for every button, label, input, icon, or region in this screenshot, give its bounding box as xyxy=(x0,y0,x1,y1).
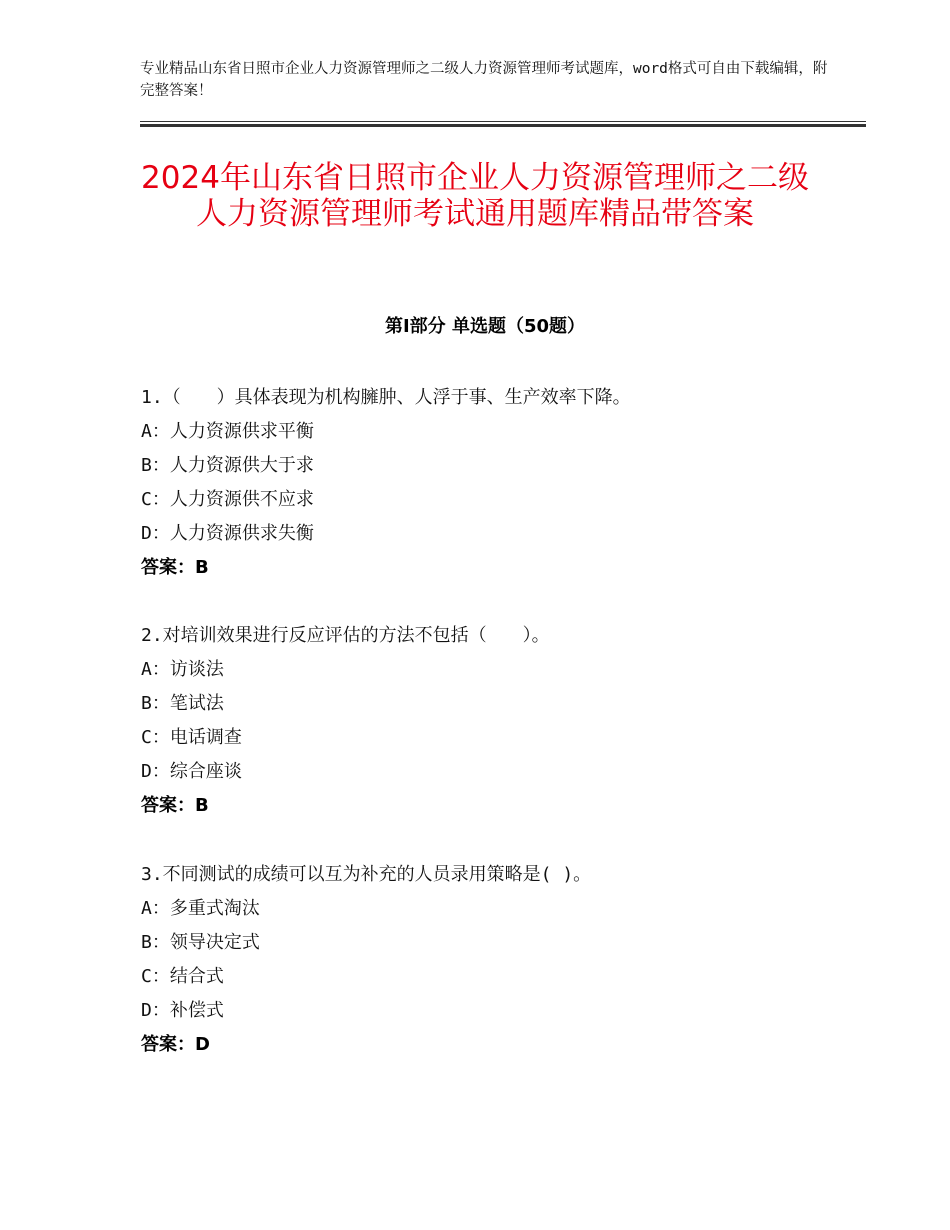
answer-value: D xyxy=(195,1034,210,1055)
question-1 xyxy=(141,381,861,585)
answer-line xyxy=(141,789,861,823)
option-c: C：人力资源供不应求 xyxy=(141,489,314,510)
answer-line xyxy=(141,551,861,585)
question-stem: 2.对培训效果进行反应评估的方法不包括（ ）。 xyxy=(141,625,550,646)
option-a: A：人力资源供求平衡 xyxy=(141,421,314,442)
option-a: A：访谈法 xyxy=(141,659,224,680)
answer-line xyxy=(141,1028,861,1062)
header-divider-thin xyxy=(140,121,866,122)
header-note: 专业精品山东省日照市企业人力资源管理师之二级人力资源管理师考试题库，word格式可自由下载编辑，附完整答案！ xyxy=(140,61,828,99)
option-b: B：领导决定式 xyxy=(141,932,260,953)
header-divider-thick xyxy=(140,124,866,127)
question-3 xyxy=(141,858,861,1062)
question-2 xyxy=(141,619,861,823)
option-d: D：补偿式 xyxy=(141,1000,224,1021)
option-c: C：结合式 xyxy=(141,966,224,987)
answer-label: 答案： xyxy=(141,557,195,578)
option-d: D：综合座谈 xyxy=(141,761,242,782)
option-a: A：多重式淘汰 xyxy=(141,898,260,919)
answer-value: B xyxy=(195,557,209,578)
option-c: C：电话调查 xyxy=(141,727,242,748)
option-b: B：人力资源供大于求 xyxy=(141,455,314,476)
option-b: B：笔试法 xyxy=(141,693,224,714)
question-stem: 3.不同测试的成绩可以互为补充的人员录用策略是( )。 xyxy=(141,864,592,885)
section-heading: 第Ⅰ部分 单选题（50题） xyxy=(384,316,585,337)
document-title: 2024年山东省日照市企业人力资源管理师之二级人力资源管理师考试通用题库精品带答案 xyxy=(141,160,809,232)
answer-label: 答案： xyxy=(141,1034,195,1055)
answer-label: 答案： xyxy=(141,795,195,816)
question-stem: 1.（ ）具体表现为机构臃肿、人浮于事、生产效率下降。 xyxy=(141,387,631,408)
answer-value: B xyxy=(195,795,209,816)
option-d: D：人力资源供求失衡 xyxy=(141,523,314,544)
